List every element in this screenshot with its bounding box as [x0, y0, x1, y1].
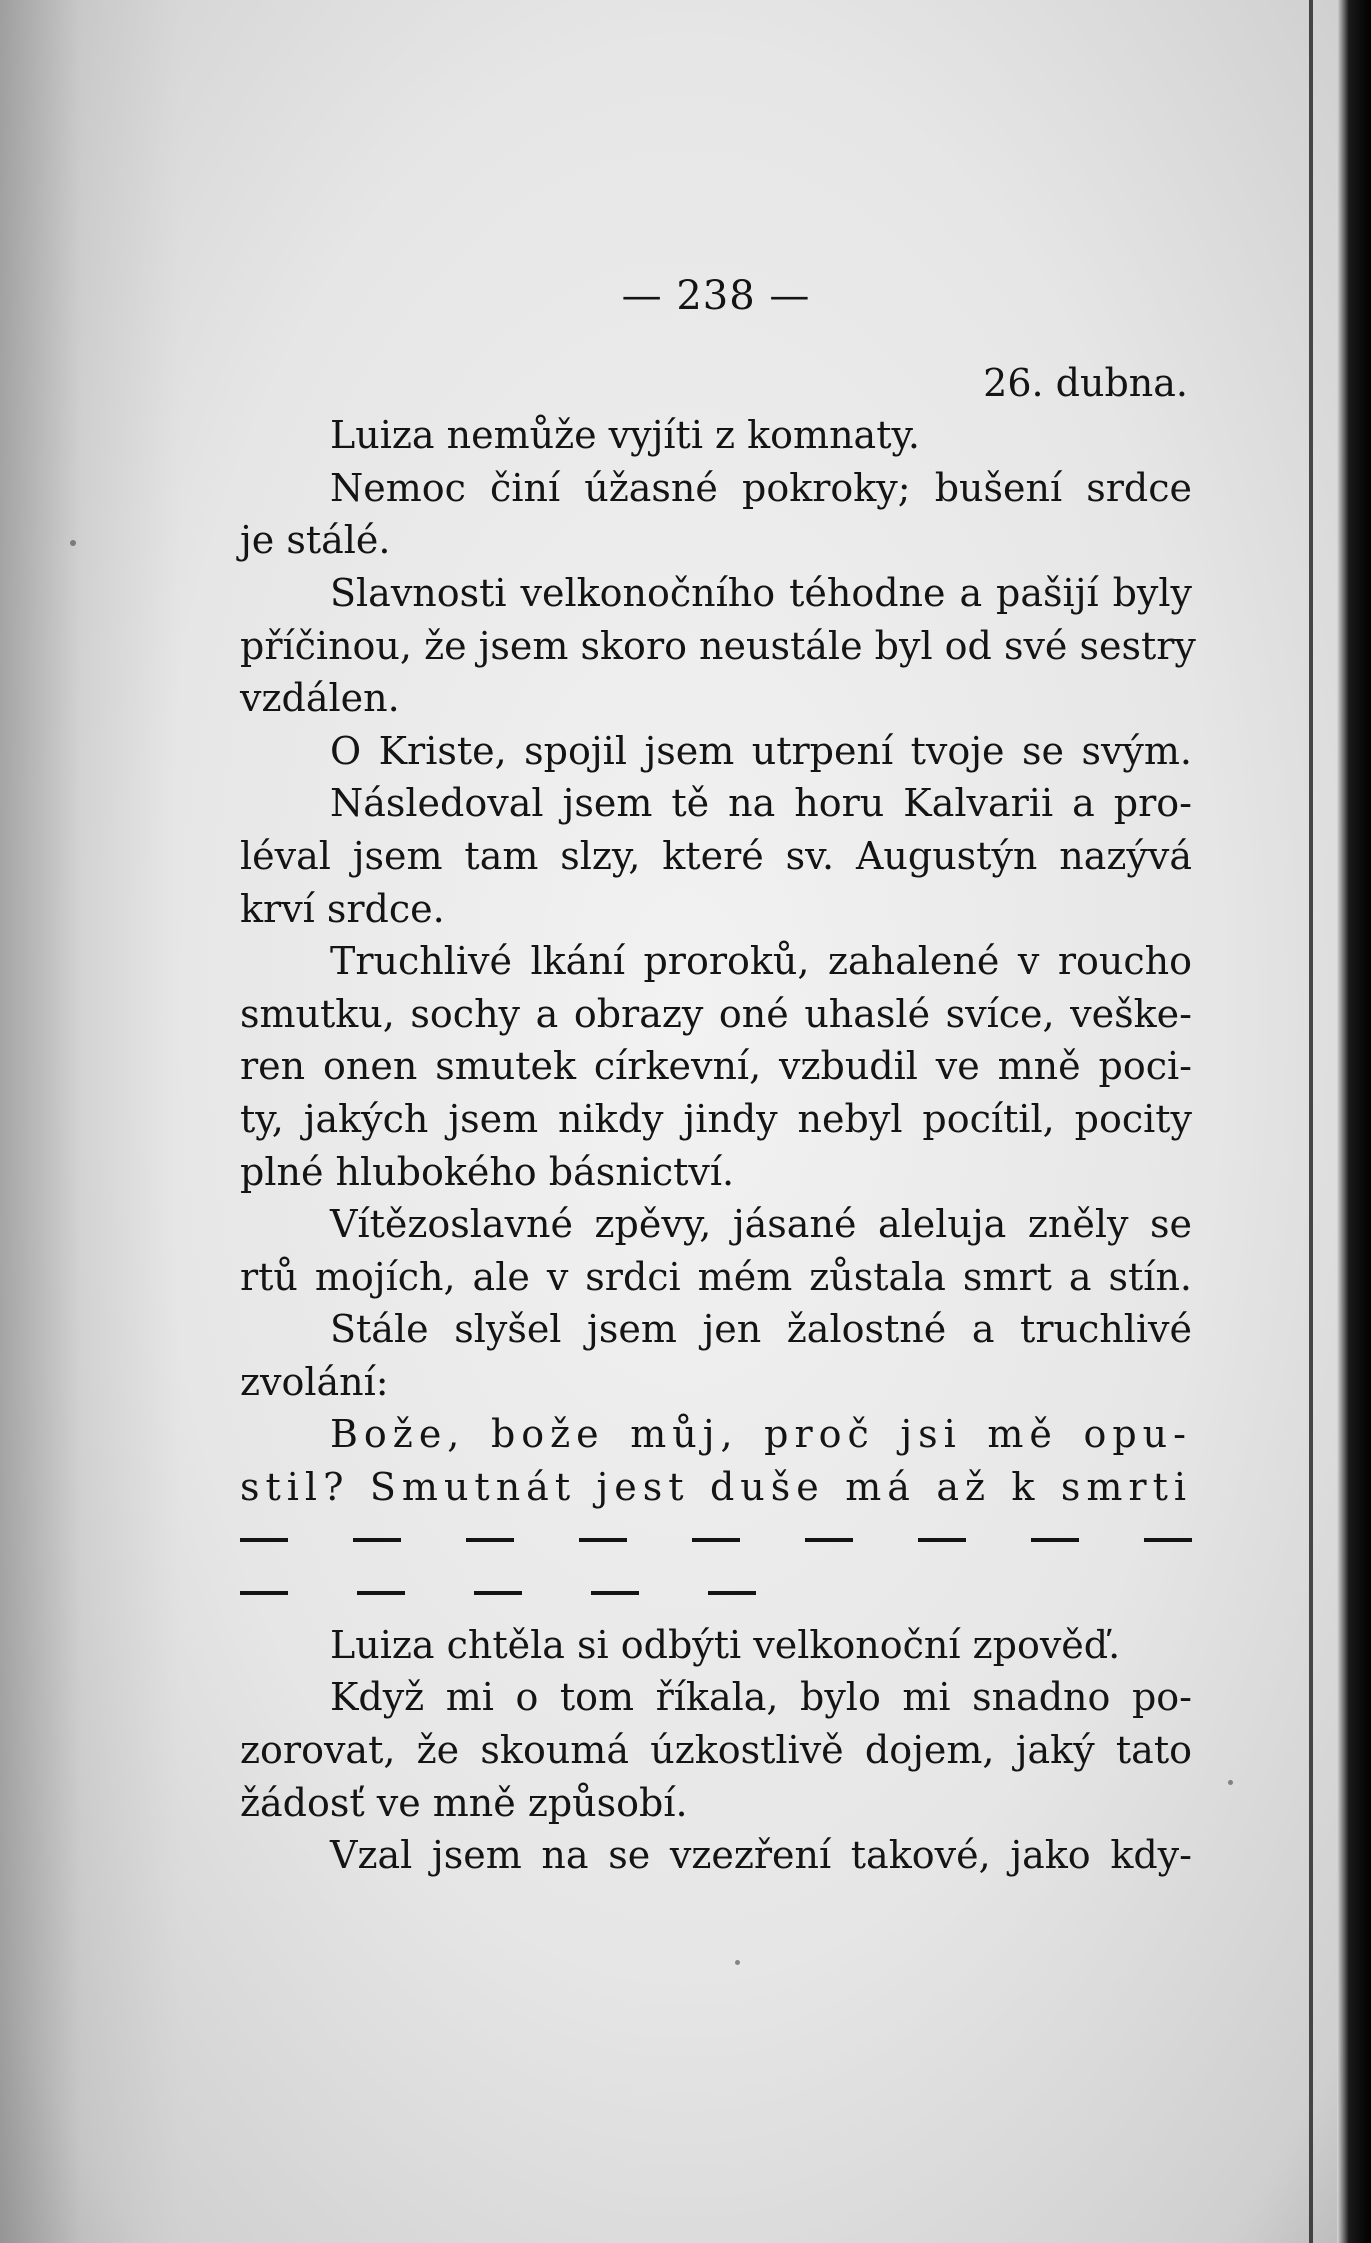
page-text [240, 270, 1196, 1882]
dash [591, 1591, 639, 1595]
dash [466, 1538, 514, 1542]
text-line: Vzal jsem na se vzezření takové, jako kdy- [330, 1833, 1192, 1878]
text-line: Když mi o tom říkala, bylo mi snadno po- [330, 1675, 1192, 1720]
text-line: zorovat, že skoumá úzkostlivě dojem, jaký tato [240, 1728, 1192, 1773]
page-edge-line [1309, 0, 1313, 2243]
text-line: O Kriste, spojil jsem utrpení tvoje se svým. [330, 728, 1192, 773]
dash [692, 1538, 740, 1542]
dash [474, 1591, 522, 1595]
dash [579, 1538, 627, 1542]
scan-speck [1228, 1780, 1233, 1785]
text-line: plné hlubokého básnictví. [240, 1149, 735, 1194]
text-line: Nemoc činí úžasné pokroky; bušení srdce [330, 465, 1192, 510]
text-line: příčinou, že jsem skoro neustále byl od své sestry [240, 623, 1196, 668]
dash [240, 1591, 288, 1595]
text-line: žádosť ve mně způsobí. [240, 1780, 688, 1825]
text-line: Truchlivé lkání proroků, zahalené v roucho [330, 939, 1192, 984]
dash [353, 1538, 401, 1542]
text-line: Slavnosti velkonočního téhodne a pašijí byly [330, 570, 1192, 615]
scan-border [1337, 0, 1371, 2243]
dash [357, 1591, 405, 1595]
text-line: léval jsem tam slzy, které sv. Augustýn nazývá [240, 833, 1192, 878]
text-line: ty, jakých jsem nikdy jindy nebyl pocítil, pocity [240, 1096, 1192, 1141]
dash [1031, 1538, 1079, 1542]
scan-speck [735, 1960, 740, 1965]
text-line: ren onen smutek církevní, vzbudil ve mně poci- [240, 1044, 1192, 1089]
text-line: smutku, sochy a obrazy oné uhaslé svíce, veške- [240, 991, 1192, 1036]
dash [1144, 1538, 1192, 1542]
text-line: krví srdce. [240, 886, 445, 931]
dash [805, 1538, 853, 1542]
scan-speck [70, 540, 76, 546]
text-line: Luiza chtěla si odbýti velkonoční zpověď. [330, 1622, 1121, 1667]
entry-date: 26. dubna. [983, 360, 1188, 405]
text-line: Následoval jsem tě na horu Kalvarii a pro- [330, 781, 1192, 826]
text-line: vzdálen. [240, 676, 400, 721]
text-line-spaced: Bože, bože můj, proč jsi mě opu- [330, 1412, 1192, 1457]
text-line-spaced: stil? Smutnát jest duše má až k smrti [240, 1465, 1192, 1510]
dash [918, 1538, 966, 1542]
text-line: Stále slyšel jsem jen žalostné a truchlivé [330, 1307, 1192, 1352]
dash-row [240, 1514, 1192, 1567]
text-line: je stálé. [240, 518, 391, 563]
text-line: rtů mojích, ale v srdci mém zůstala smrt a stín. [240, 1254, 1192, 1299]
dash [708, 1591, 756, 1595]
page-number: — 238 — [621, 273, 811, 319]
dash-row [240, 1566, 756, 1619]
text-line: zvolání: [240, 1359, 389, 1404]
binding-shadow [0, 0, 180, 2243]
dash [240, 1538, 288, 1542]
text-line: Luiza nemůže vyjíti z komnaty. [330, 413, 920, 458]
text-line: Vítězoslavné zpěvy, jásané aleluja zněly se [330, 1202, 1192, 1247]
